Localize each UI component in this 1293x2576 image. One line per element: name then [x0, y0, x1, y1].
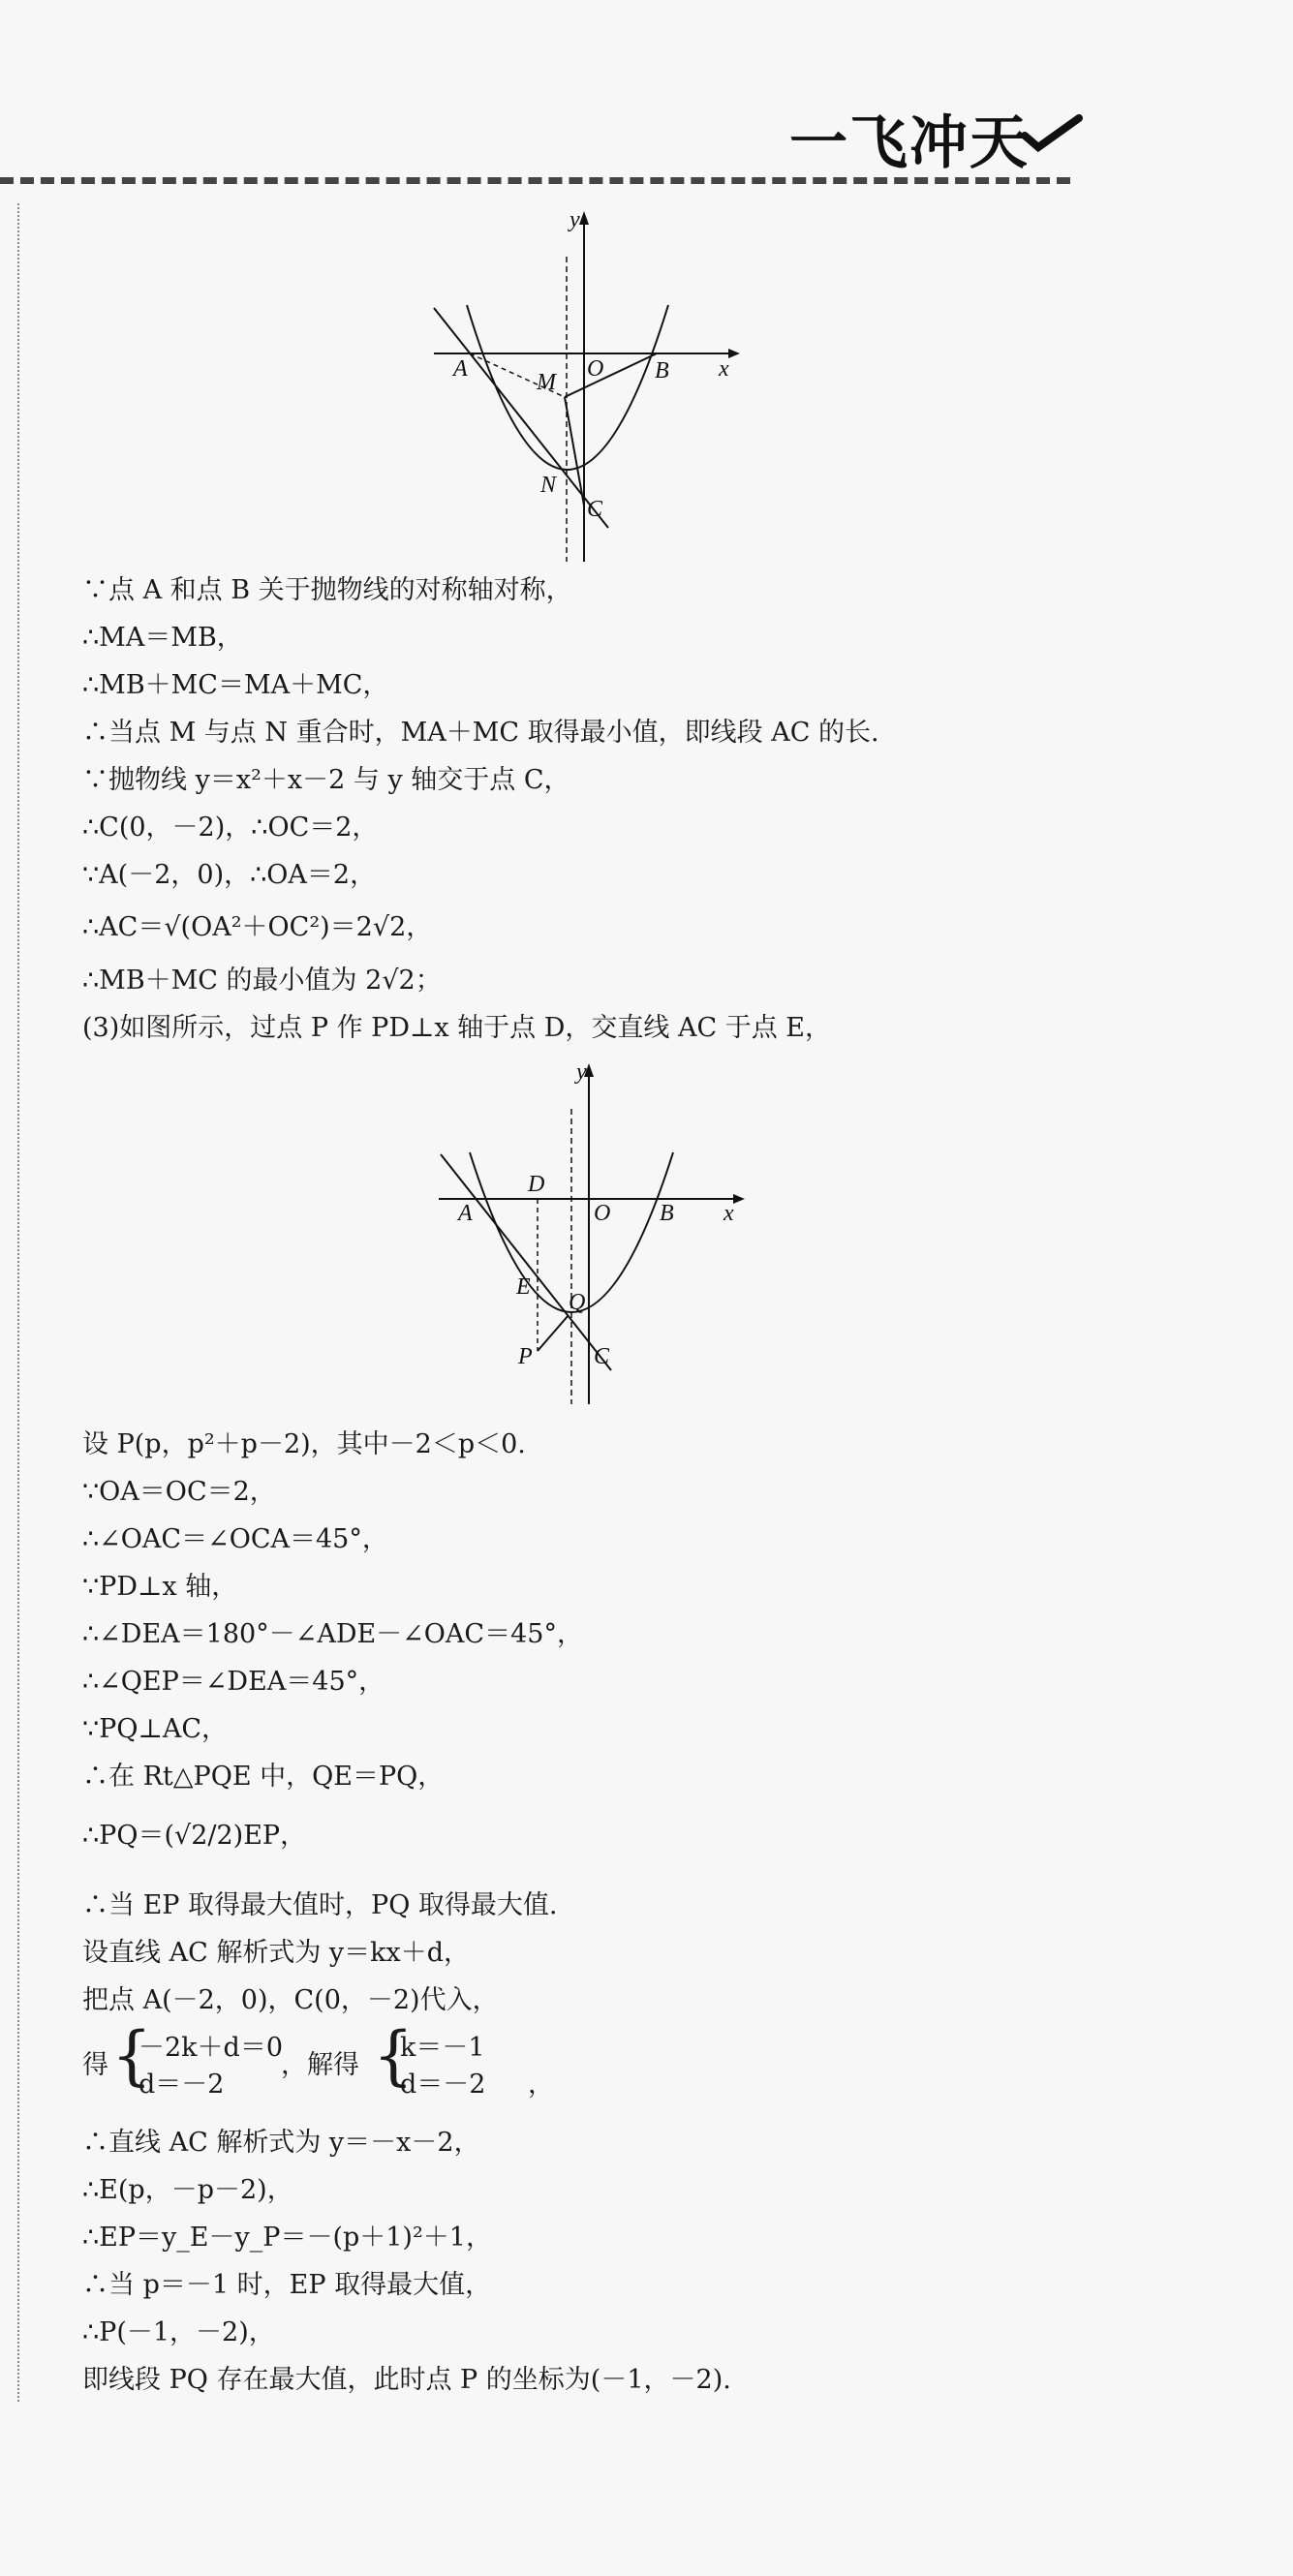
- text-line: 设直线 AC 解析式为 y＝kx＋d，: [82, 1938, 471, 1968]
- text-line: ∴∠DEA＝180°－∠ADE－∠OAC＝45°，: [82, 1619, 583, 1649]
- margin-divider: [17, 203, 19, 2402]
- fig2-label-Q: Q: [569, 1290, 586, 1315]
- fig2-label-y: y: [576, 1059, 587, 1085]
- system-end: ，: [528, 2070, 554, 2100]
- system-sol2: d＝－2: [400, 2070, 486, 2100]
- text-line: ∴当 EP 取得最大值时，PQ 取得最大值.: [82, 1890, 558, 1920]
- text-line: ∵A(－2，0)，∴OA＝2，: [82, 860, 377, 890]
- system-de: 得: [82, 2050, 108, 2080]
- text-line: ∵PQ⊥AC，: [82, 1714, 229, 1744]
- text-line: ∵PD⊥x 轴，: [82, 1572, 238, 1602]
- text-line: ∴当点 M 与点 N 重合时，MA＋MC 取得最小值，即线段 AC 的长.: [82, 718, 879, 748]
- text-line: ∵点 A 和点 B 关于抛物线的对称轴对称，: [82, 575, 572, 605]
- figure-2-parabola: [431, 1056, 751, 1414]
- fig1-label-M: M: [537, 370, 556, 395]
- text-line: ∴P(－1，－2)，: [82, 2317, 275, 2347]
- text-line: ∴∠QEP＝∠DEA＝45°，: [82, 1667, 385, 1697]
- text-line: ∴直线 AC 解析式为 y＝－x－2，: [82, 2128, 480, 2158]
- text-line: ∴∠OAC＝∠OCA＝45°，: [82, 1524, 388, 1554]
- text-line: ∴MB＋MC＝MA＋MC，: [82, 670, 389, 700]
- fig2-label-D: D: [528, 1172, 545, 1197]
- text-line: 把点 A(－2，0)，C(0，－2)代入，: [82, 1985, 499, 2015]
- brace-icon: {: [373, 2018, 414, 2093]
- fig1-label-A: A: [453, 356, 468, 382]
- fig2-label-B: B: [660, 1201, 674, 1226]
- text-line: ∴PQ＝(√2/2)EP，: [82, 1821, 307, 1851]
- fig1-label-y: y: [570, 207, 580, 232]
- text-line: ∴AC＝√(OA²＋OC²)＝2√2，: [82, 912, 433, 942]
- system-jiede: ，解得: [281, 2050, 359, 2080]
- fig1-label-B: B: [655, 358, 669, 383]
- fig2-label-C: C: [594, 1344, 610, 1369]
- system-eq2: d＝－2: [139, 2070, 225, 2100]
- text-line: ∵OA＝OC＝2，: [82, 1477, 276, 1507]
- text-line: ∵抛物线 y＝x²＋x－2 与 y 轴交于点 C，: [82, 765, 570, 795]
- text-line: ∴当 p＝－1 时，EP 取得最大值，: [82, 2270, 492, 2300]
- text-line: (3)如图所示，过点 P 作 PD⊥x 轴于点 D，交直线 AC 于点 E，: [82, 1013, 832, 1043]
- text-line: ∴MB＋MC 的最小值为 2√2；: [82, 966, 442, 996]
- check-icon: [1019, 114, 1087, 153]
- system-sol1: k＝－1: [400, 2033, 485, 2063]
- fig1-label-O: O: [587, 356, 604, 382]
- text-line: ∴E(p，－p－2)，: [82, 2175, 293, 2205]
- text-line: 即线段 PQ 存在最大值，此时点 P 的坐标为(－1，－2).: [82, 2365, 731, 2395]
- text-line: 设 P(p，p²＋p－2)，其中－2＜p＜0.: [82, 1429, 526, 1459]
- fig1-label-C: C: [587, 497, 603, 522]
- figure-1-parabola: [426, 203, 746, 571]
- fig2-label-E: E: [516, 1274, 531, 1300]
- header-divider: [0, 177, 1070, 184]
- fig2-label-A: A: [458, 1201, 473, 1226]
- fig2-label-x: x: [723, 1201, 734, 1226]
- text-line: ∴C(0，－2)，∴OC＝2，: [82, 813, 379, 843]
- text-line: ∴MA＝MB，: [82, 623, 243, 653]
- equation-system: [82, 2018, 954, 2100]
- fig1-label-N: N: [540, 473, 557, 498]
- brace-icon: {: [111, 2018, 152, 2093]
- system-eq1: －2k＋d＝0: [139, 2033, 284, 2063]
- brand-title: 一飞冲天: [789, 109, 1030, 177]
- text-line: ∴在 Rt△PQE 中，QE＝PQ，: [82, 1762, 445, 1792]
- fig2-label-P: P: [518, 1344, 533, 1369]
- text-line: ∴EP＝y_E－y_P＝－(p＋1)²＋1，: [82, 2223, 492, 2253]
- fig2-label-O: O: [594, 1201, 611, 1226]
- fig1-label-x: x: [719, 356, 729, 382]
